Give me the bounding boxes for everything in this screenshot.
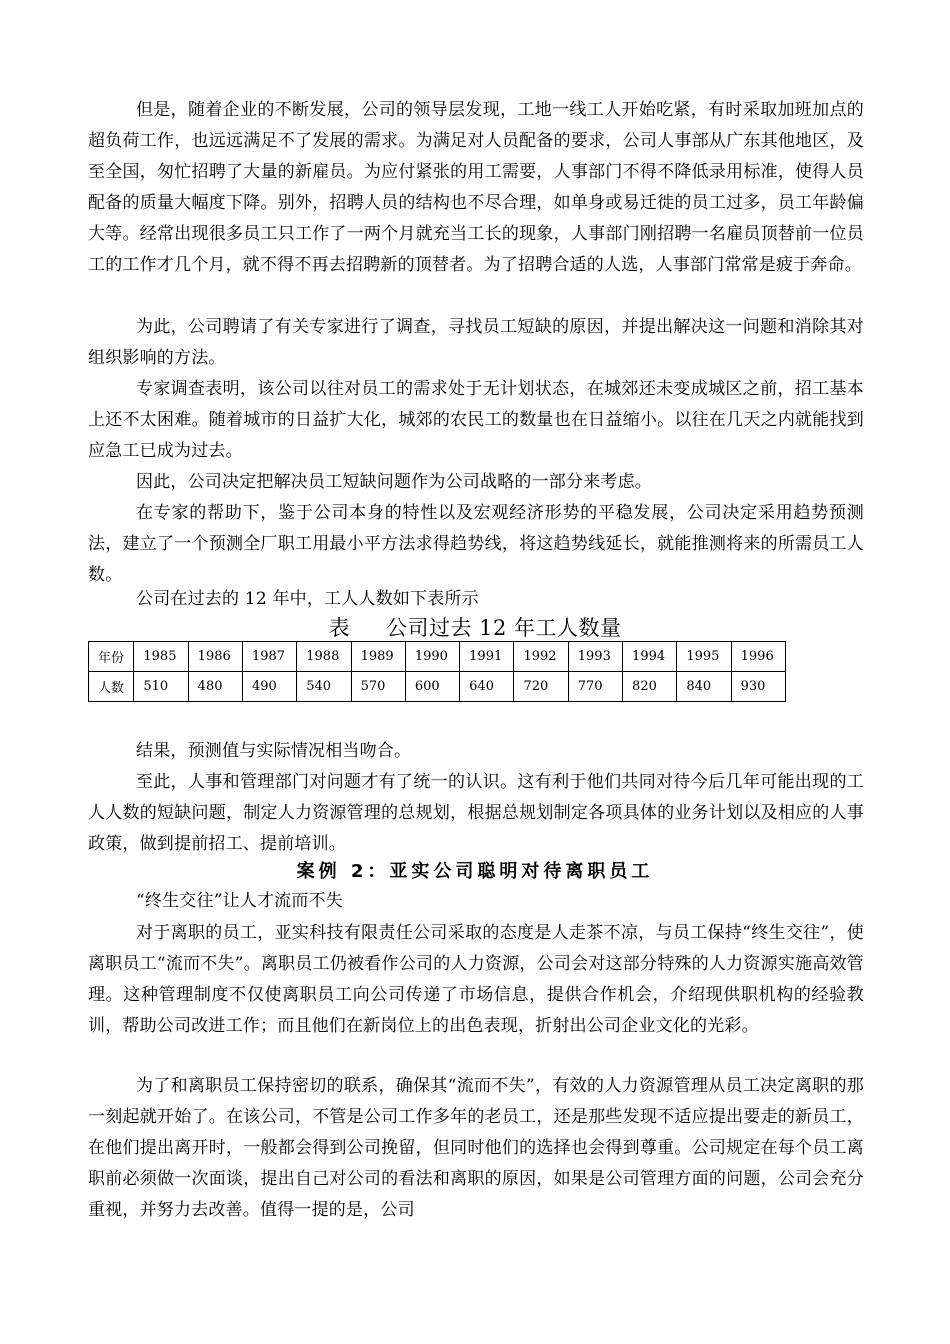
row-label-count: 人数 [89, 672, 134, 702]
count-cell: 510 [134, 672, 188, 702]
table-row-years [89, 642, 786, 672]
year-cell: 1986 [188, 642, 242, 672]
paragraph-staffing-problems: 但是，随着企业的不断发展，公司的领导层发现，工地一线工人开始吃紧，有时采取加班加点的超负荷工作，也远远满足不了发展的需求。为满足对人员配备的要求，公司人事部从广东其他地区，及至全国，匆忙招聘了大量的新雇员。为应付紧张的用工需要，人事部门不得不降低录用标准，使得人员配备的质量大幅度下降。别外，招聘人员的结构也不尽合理，如单身或易迁徙的员工过多，员工年龄偏大等。经常出现很多员工只工作了一两个月就充当工长的现象，人事部门刚招聘一名雇员顶替前一位员工的工作才几个月，就不得不再去招聘新的顶替者。为了招聘合适的人选，人事部门常常是疲于奔命。 [88, 100, 864, 275]
year-cell: 1987 [242, 642, 296, 672]
count-cell: 640 [460, 672, 514, 702]
year-cell: 1990 [405, 642, 459, 672]
count-cell: 540 [297, 672, 351, 702]
count-cell: 480 [188, 672, 242, 702]
year-cell: 1985 [134, 642, 188, 672]
paragraph-strategy-decision: 因此，公司决定把解决员工短缺问题作为公司战略的一部分来考虑。 [136, 472, 652, 492]
count-cell: 720 [514, 672, 568, 702]
paragraph-table-intro: 公司在过去的 12 年中，工人人数如下表所示 [136, 589, 479, 609]
count-cell: 820 [623, 672, 677, 702]
paragraph-conclusion: 至此，人事和管理部门对问题才有了统一的认识。这有利于他们共同对待今后几年可能出现的工人人数的短缺问题，制定人力资源管理的总规划，根据总规划制定各项具体的业务计划以及相应的人事政策，做到提前招工、提前培训。 [88, 772, 864, 854]
row-label-year: 年份 [89, 642, 134, 672]
year-cell: 1992 [514, 642, 568, 672]
paragraph-trend-method: 在专家的帮助下，鉴于公司本身的特性以及宏观经济形势的平稳发展，公司决定采用趋势预测法，建立了一个预测全厂职工用最小平方法求得趋势线，将这趋势线延长，就能推测将来的所需员工人数。 [88, 503, 864, 585]
worker-count-table [88, 641, 786, 702]
table-caption-prefix: 表 [328, 616, 350, 640]
paragraph-exit-interview: 为了和离职员工保持密切的联系，确保其“流而不失”，有效的人力资源管理从员工决定离职的那一刻起就开始了。在该公司，不管是公司工作多年的老员工，还是那些发现不适应提出要走的新员工，在他们提出离开时，一般都会得到公司挽留，但同时他们的选择也会得到尊重。公司规定在每个员工离职前必须做一次面谈，提出自己对公司的看法和离职的原因，如果是公司管理方面的问题，公司会充分重视，并努力去改善。值得一提的是，公司 [88, 1076, 864, 1220]
year-cell: 1994 [623, 642, 677, 672]
year-cell: 1991 [460, 642, 514, 672]
count-cell: 600 [405, 672, 459, 702]
year-cell: 1995 [677, 642, 731, 672]
count-cell: 570 [351, 672, 405, 702]
year-cell: 1993 [568, 642, 622, 672]
table-caption-title: 公司过去 12 年工人数量 [385, 616, 622, 640]
paragraph-result: 结果，预测值与实际情况相当吻合。 [136, 741, 412, 761]
case2-heading: 案例 2：亚实公司聪明对待离职员工 [296, 861, 654, 882]
case2-subtitle: “终生交往”让人才流而不失 [136, 891, 343, 911]
table-row-counts [89, 672, 786, 702]
count-cell: 770 [568, 672, 622, 702]
paragraph-departing-staff: 对于离职的员工，亚实科技有限责任公司采取的态度是人走茶不凉，与员工保持“终生交往”，使离职员工“流而不失”。离职员工仍被看作公司的人力资源，公司会对这部分特殊的人力资源实施高效管理。这种管理制度不仅使离职员工向公司传递了市场信息，提供合作机会，介绍现供职机构的经验教训，帮助公司改进工作；而且他们在新岗位上的出色表现，折射出公司企业文化的光彩。 [88, 923, 864, 1036]
table-caption [0, 614, 950, 642]
paragraph-expert-findings: 专家调查表明，该公司以往对员工的需求处于无计划状态，在城郊还未变成城区之前，招工基本上还不太困难。随着城市的日益扩大化，城郊的农民工的数量也在日益缩小。以往在几天之内就能找到应急工已成为过去。 [88, 379, 864, 461]
count-cell: 490 [242, 672, 296, 702]
count-cell: 930 [731, 672, 785, 702]
paragraph-expert-hired: 为此，公司聘请了有关专家进行了调查，寻找员工短缺的原因，并提出解决这一问题和消除其对组织影响的方法。 [88, 317, 864, 368]
year-cell: 1989 [351, 642, 405, 672]
count-cell: 840 [677, 672, 731, 702]
year-cell: 1996 [731, 642, 785, 672]
year-cell: 1988 [297, 642, 351, 672]
